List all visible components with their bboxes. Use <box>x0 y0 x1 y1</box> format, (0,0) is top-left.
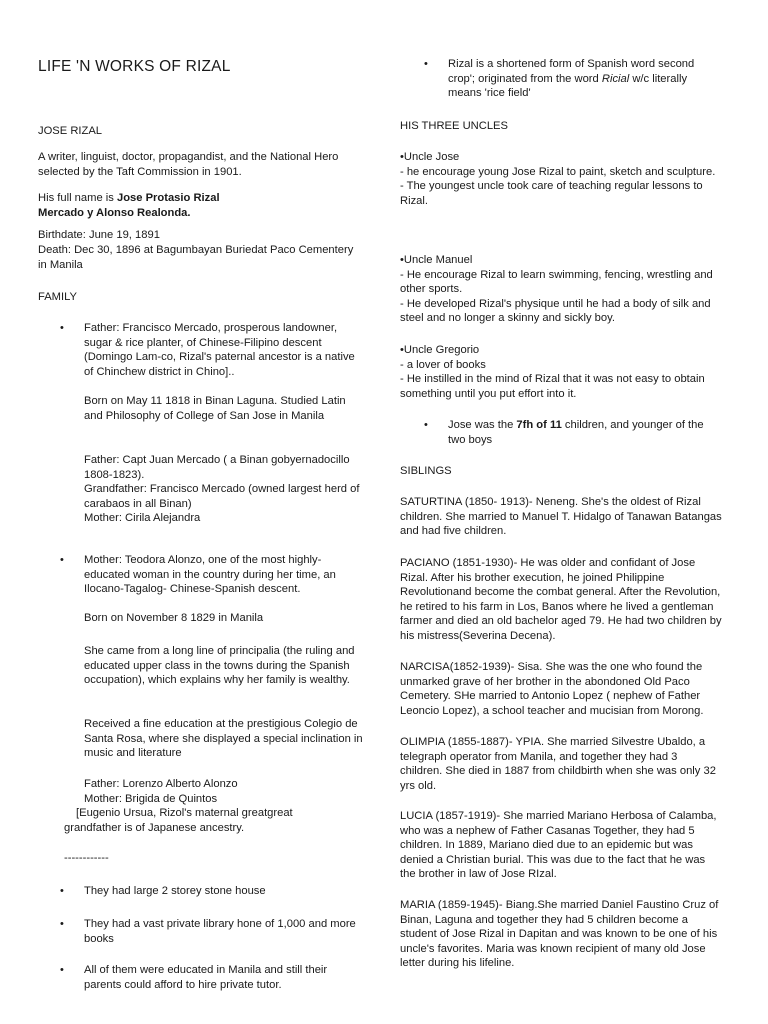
document-title: LIFE 'N WORKS OF RIZAL <box>38 58 231 75</box>
separator: ------------ <box>64 852 109 864</box>
seventh-pre: Jose was the <box>448 419 517 431</box>
sibling-lucia: LUCIA (1857-1919)- She married Mariano Herbosa of Calamba, who was a nephew of Father Casanas Together, they had 5 children. In 1889, Mariano died due to an epidemic but was denied a Christian burial. This was due to the fact that he was the brother in law of Jose RIzal. <box>400 810 717 881</box>
mother-lineage: She came from a long line of principalia (the ruling and educated upper class in the towns during the Spanish occupation), which explains why her family is wealthy. <box>84 645 355 687</box>
bullet-icon: • <box>424 419 428 431</box>
mother-text: Mother: Teodora Alonzo, one of the most highly-educated woman in the country during her time, an Ilocano-Tagalog- Chinese-Spanish descent. <box>84 554 336 596</box>
sibling-saturtina: SATURTINA (1850- 1913)- Neneng. She's the oldest of Rizal children. She married to Manuel T. Hidalgo of Tanawan Batangas and had five children. <box>400 496 722 538</box>
sibling-maria: MARIA (1859-1945)- Biang.She married Daniel Faustino Cruz of Binan, Laguna and together they had 5 children become a student of Jose Rizal in Dapitan and was known to be one of his uncle's favorites. Maria was known recipient of many old Jose letter during his lifeline. <box>400 899 719 970</box>
full-name <box>38 191 363 220</box>
uncle-jose <box>400 150 722 208</box>
intro-paragraph: A writer, linguist, doctor, propagandist, and the National Hero selected by the Taft Commission in 1901. <box>38 151 339 178</box>
uncle-manuel-name: •Uncle Manuel <box>400 254 473 266</box>
mother-father: Father: Lorenzo Alberto Alonzo <box>84 778 238 790</box>
heading-jose-rizal: JOSE RIZAL <box>38 125 103 137</box>
uncle-gregorio-name: •Uncle Gregorio <box>400 344 480 356</box>
full-name-prefix: His full name is <box>38 192 117 204</box>
uncle-manuel-line1: - He encourage Rizal to learn swimming, fencing, wrestling and other sports. <box>400 268 713 296</box>
uncle-jose-line2: - The youngest uncle took care of teaching regular lessons to Rizal. <box>400 180 703 207</box>
name-origin-pre: Rizal is a shortened form of Spanish word second crop'; originated from the word <box>448 58 695 85</box>
father-born: Born on May 11 1818 in Binan Laguna. Studied Latin and Philosophy of College of San Jose in Manila <box>84 395 346 422</box>
bullet-icon: • <box>60 964 64 976</box>
heading-family: FAMILY <box>38 291 77 303</box>
library-text: They had a vast private library hone of 1,000 and more books <box>84 918 356 945</box>
sibling-paciano: PACIANO (1851-1930)- He was older and confidant of Jose Rizal. After his brother execution, he joined Philippine Revolutionand become the combat general. After the Revolution, he retired to his farm in Los, Banos where he lived a gentleman farmer and died an old bachelor aged 79. He had two children by his mistress(Severina Decena). <box>400 557 722 642</box>
full-name-line2: Mercado y Alonso Realonda. <box>38 206 191 219</box>
uncle-gregorio <box>400 343 722 401</box>
mother-education: Received a fine education at the prestigious Colegio de Santa Rosa, where she displayed a special inclination in music and literature <box>84 718 363 760</box>
father-text: Father: Francisco Mercado, prosperous landowner, sugar & rice planter, of Chinese-Filipino descent (Domingo Lam-co, Rizal's paternal ancestor is a native of Chinchew district in Chino].. <box>84 322 355 378</box>
seventh-child-text <box>448 418 716 447</box>
father-family <box>84 453 363 526</box>
heading-siblings: SIBLINGS <box>400 465 452 477</box>
uncle-manuel <box>400 253 722 326</box>
seventh-bold: 7fh of 11 <box>516 419 562 431</box>
bullet-icon: • <box>424 58 428 70</box>
birthdate: Birthdate: June 19, 1891 <box>38 229 160 241</box>
uncle-manuel-line2: - He developed Rizal's physique until he had a body of silk and steel and no longer a skinny and sickly boy. <box>400 297 711 325</box>
bullet-icon: • <box>60 322 64 334</box>
father-father: Father: Capt Juan Mercado ( a Binan gobyernadocillo 1808-1823). <box>84 454 350 481</box>
bullet-icon: • <box>60 554 64 566</box>
mother-family <box>84 777 363 806</box>
uncle-jose-name: •Uncle Jose <box>400 151 460 163</box>
bullet-icon: • <box>60 918 64 930</box>
seventh-post: children, and younger of the two boys <box>448 419 704 446</box>
name-origin-post: w/c literally means 'rice field' <box>448 72 688 100</box>
sibling-olimpia: OLIMPIA (1855-1887)- YPIA. She married Silvestre Ubaldo, a telegraph operator from Manila, and together they had 3 children. She died in 1887 from childbirth when she was only 32 yrs old. <box>400 736 716 792</box>
sibling-narcisa: NARCISA(1852-1939)- Sisa. She was the one who found the unmarked grave of her brother in the abondoned Old Paco Cemetery. SHe married to Antonio Lopez ( nephew of Father Leoncio Lopez), a school teacher and mucisian from Morong. <box>400 661 704 717</box>
uncle-gregorio-line1: - a lover of books <box>400 358 486 371</box>
father-grandfather: Grandfather: Francisco Mercado (owned largest herd of carabaos in all Binan) <box>84 483 360 510</box>
mother-mother: Mother: Brigida de Quintos <box>84 792 218 805</box>
mother-born: Born on November 8 1829 in Manila <box>84 612 264 624</box>
heading-three-uncles: HIS THREE UNCLES <box>400 120 508 132</box>
name-origin-italic: Ricial <box>601 72 630 85</box>
uncle-jose-line1: - he encourage young Jose Rizal to paint, sketch and sculpture. <box>400 165 716 178</box>
bullet-icon: • <box>60 885 64 897</box>
name-origin-text <box>448 57 712 101</box>
house-text: They had large 2 storey stone house <box>84 885 266 897</box>
father-mother: Mother: Cirila Alejandra <box>84 512 201 525</box>
death: Death: Dec 30, 1896 at Bagumbayan Buriedat Paco Cementery in Manila <box>38 244 354 271</box>
full-name-line1: Jose Protasio Rizal <box>116 192 220 204</box>
ursua-note: [Eugenio Ursua, Rizol's maternal greatgreat grandfather is of Japanese ancestry. <box>64 807 293 834</box>
uncle-gregorio-line2: - He instilled in the mind of Rizal that it was not easy to obtain something until you put effort into it. <box>400 373 705 400</box>
education-text: All of them were educated in Manila and still their parents could afford to hire private tutor. <box>84 964 328 991</box>
